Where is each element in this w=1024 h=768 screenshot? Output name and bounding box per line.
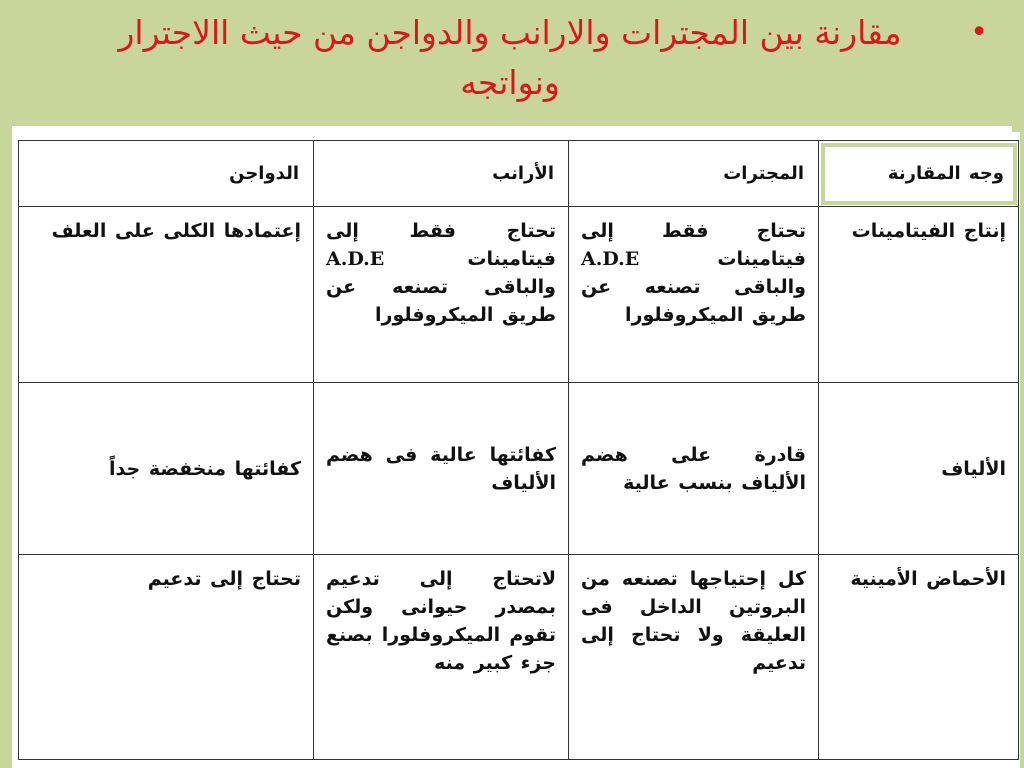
cell-text: تحتاج فقط إلى فيتامينات <box>326 220 556 270</box>
slide-title-line-2: ونواتجه <box>460 63 560 102</box>
cell-rabbits-amino-acids: لاتحتاج إلى تدعيم بمصدر حيوانى ولكن تقوم الميكروفلورا بصنع جزء كبير منه <box>314 555 569 760</box>
cell-ruminants-fibers: قادرة على هضم الألياف بنسب عالية <box>569 383 819 555</box>
cell-text: والباقى تصنعه عن طريق الميكروفلورا <box>581 276 806 326</box>
cell-ruminants-amino-acids: كل إحتياجها تصنعه من البروتين الداخل فى العليقة ولا تحتاج إلى تدعيم <box>569 555 819 760</box>
header-poultry: الدواجن <box>19 141 314 207</box>
cell-text: والباقى تصنعه عن طريق الميكروفلورا <box>326 276 556 326</box>
table-header-row <box>19 141 1019 207</box>
cell-rabbits-vitamins <box>314 207 569 383</box>
table-row <box>19 383 1019 555</box>
cell-rabbits-fibers: كفائتها عالية فى هضم الألياف <box>314 383 569 555</box>
table-row <box>19 207 1019 383</box>
cell-poultry-vitamins: إعتمادها الكلى على العلف <box>19 207 314 383</box>
cell-poultry-fibers: كفائتها منخفضة جداً <box>19 383 314 555</box>
vitamin-code: A.D.E <box>581 248 640 270</box>
slide-title <box>40 8 980 108</box>
slide-title-line-1: مقارنة بين المجترات والارانب والدواجن من حيث االاجترار <box>118 13 902 52</box>
row-facet-fibers: الألياف <box>819 383 1019 555</box>
cell-poultry-amino-acids: تحتاج إلى تدعيم <box>19 555 314 760</box>
cell-ruminants-vitamins <box>569 207 819 383</box>
cell-text: تحتاج فقط إلى فيتامينات <box>581 220 806 270</box>
comparison-table <box>18 140 1019 760</box>
comparison-table-container <box>14 132 1020 768</box>
row-facet-vitamins: إنتاج الفيتامينات <box>819 207 1019 383</box>
vitamin-code: A.D.E <box>326 248 385 270</box>
left-frame-strip <box>0 126 12 768</box>
row-facet-amino-acids: الأحماض الأمينية <box>819 555 1019 760</box>
title-bullet: • <box>970 15 988 50</box>
header-ruminants: المجترات <box>569 141 819 207</box>
table-row <box>19 555 1019 760</box>
header-facet: وجه المقارنة <box>819 141 1019 207</box>
header-rabbits: الأرانب <box>314 141 569 207</box>
